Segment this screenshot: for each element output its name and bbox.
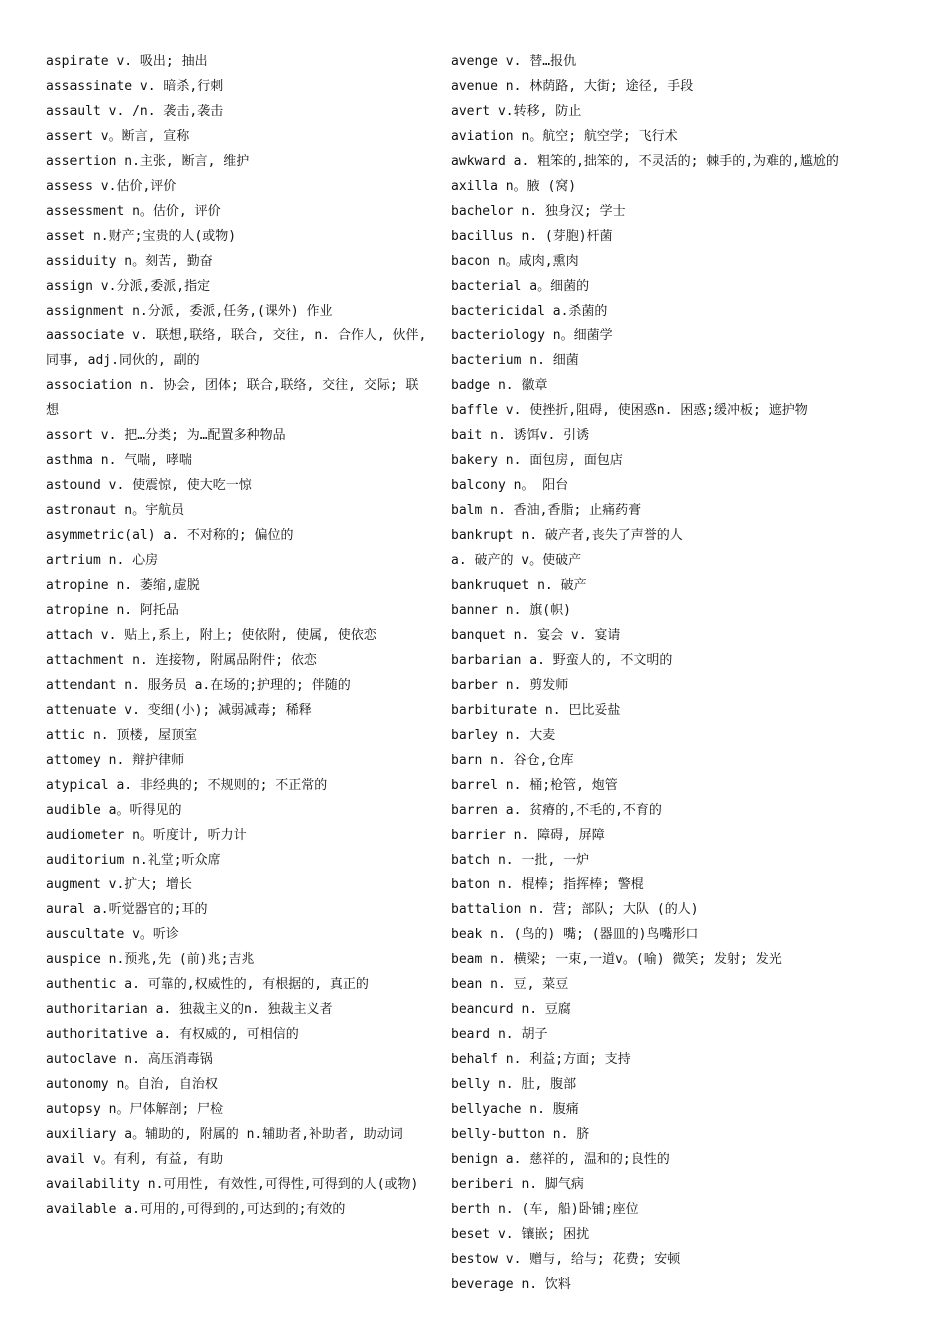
vocab-entry: bellyache n. 腹痛 bbox=[451, 1102, 579, 1118]
vocab-entry: benign a. 慈祥的, 温和的;良性的 bbox=[451, 1151, 670, 1167]
vocab-entry: astronaut n。宇航员 bbox=[46, 503, 185, 519]
vocab-entry: auxiliary a。辅助的, 附属的 n.辅助者,补助者, 助动词 bbox=[46, 1126, 403, 1142]
vocab-entry: attachment n. 连接物, 附属品附件; 依恋 bbox=[46, 652, 317, 668]
vocab-entry: association n. 协会, 团体; 联合,联络, 交往, 交际; 联想 bbox=[46, 378, 419, 419]
vocab-entry: badge n. 徽章 bbox=[451, 378, 548, 394]
vocab-entry: axilla n。腋 (窝) bbox=[451, 178, 577, 194]
vocab-entry: bacteriology n。细菌学 bbox=[451, 328, 613, 344]
vocab-entry: a. 破产的 v。使破产 bbox=[451, 553, 582, 569]
vocab-entry: assert v。断言, 宣称 bbox=[46, 128, 190, 144]
vocab-entry: belly-button n. 脐 bbox=[451, 1126, 590, 1142]
vocab-entry: bacillus n. (芽胞)杆菌 bbox=[451, 228, 613, 244]
vocab-entry: assiduity n。刻苦, 勤奋 bbox=[46, 253, 213, 269]
vocab-entry: balm n. 香油,香脂; 止痛药膏 bbox=[451, 503, 642, 519]
vocab-entry: astound v. 使震惊, 使大吃一惊 bbox=[46, 478, 252, 494]
vocab-entry: audiometer n。听度计, 听力计 bbox=[46, 827, 247, 843]
vocab-entry: availability n.可用性, 有效性,可得性,可得到的人(或物) bbox=[46, 1176, 419, 1192]
right-column bbox=[451, 50, 921, 1298]
vocab-entry: aassociate v. 联想,联络, 联合, 交往, n. 合作人, 伙伴, 同事, adj.同伙的, 副的 bbox=[46, 328, 427, 369]
vocab-entry: bacterium n. 细菌 bbox=[451, 353, 579, 369]
vocab-entry: bait n. 诱饵v. 引诱 bbox=[451, 428, 590, 444]
vocab-entry: asymmetric(al) a. 不对称的; 偏位的 bbox=[46, 528, 294, 544]
vocab-entry: avenge v. 替…报仇 bbox=[451, 54, 577, 69]
vocab-entry: banquet n. 宴会 v. 宴请 bbox=[451, 627, 621, 643]
vocab-entry: attomey n. 辩护律师 bbox=[46, 752, 185, 768]
vocab-entry: bacon n。咸肉,熏肉 bbox=[451, 253, 579, 269]
vocab-entry: available a.可用的,可得到的,可达到的;有效的 bbox=[46, 1201, 346, 1217]
vocab-entry: atypical a. 非经典的; 不规则的; 不正常的 bbox=[46, 777, 328, 793]
vocab-entry: auscultate v。听诊 bbox=[46, 927, 179, 943]
vocab-entry: aspirate v. 吸出; 抽出 bbox=[46, 54, 208, 69]
vocab-entry: beancurd n. 豆腐 bbox=[451, 1002, 571, 1018]
vocab-entry: baton n. 棍棒; 指挥棒; 警棍 bbox=[451, 877, 644, 893]
vocab-entry: autoclave n. 高压消毒锅 bbox=[46, 1052, 213, 1068]
vocab-entry: assignment n.分派, 委派,任务,(课外) 作业 bbox=[46, 303, 333, 319]
vocab-entry: batch n. 一批, 一炉 bbox=[451, 852, 590, 868]
vocab-entry: bestow v. 赠与, 给与; 花费; 安顿 bbox=[451, 1251, 681, 1267]
vocab-entry: beriberi n. 脚气病 bbox=[451, 1176, 584, 1192]
vocab-entry: barley n. 大麦 bbox=[451, 727, 556, 743]
vocab-entry: bean n. 豆, 菜豆 bbox=[451, 977, 569, 993]
vocab-entry: beverage n. 饮料 bbox=[451, 1276, 571, 1292]
vocab-entry: bacterial a。细菌的 bbox=[451, 278, 590, 294]
vocab-entry: baffle v. 使挫折,阻碍, 使困惑n. 困惑;缓冲板; 遮护物 bbox=[451, 403, 808, 419]
vocab-entry: bakery n. 面包房, 面包店 bbox=[451, 453, 623, 469]
vocab-entry: assort v. 把…分类; 为…配置多种物品 bbox=[46, 428, 286, 444]
vocab-entry: authentic a. 可靠的,权威性的, 有根据的, 真正的 bbox=[46, 977, 369, 993]
vocab-entry: awkward a. 粗笨的,拙笨的, 不灵活的; 棘手的,为难的,尴尬的 bbox=[451, 153, 839, 169]
vocab-entry: barn n. 谷仓,仓库 bbox=[451, 752, 574, 768]
vocab-entry: attach v. 贴上,系上, 附上; 使依附, 使属, 使依恋 bbox=[46, 627, 377, 643]
vocab-entry: aural a.听觉器官的;耳的 bbox=[46, 902, 208, 918]
vocab-entry: asset n.财产;宝贵的人(或物) bbox=[46, 228, 237, 244]
vocab-entry: avail v。有利, 有益, 有助 bbox=[46, 1151, 224, 1167]
vocab-entry: assessment n。估价, 评价 bbox=[46, 203, 221, 219]
vocab-entry: assassinate v. 暗杀,行刺 bbox=[46, 78, 224, 94]
vocab-entry: barber n. 剪发师 bbox=[451, 677, 569, 693]
vocab-entry: assign v.分派,委派,指定 bbox=[46, 278, 211, 294]
vocab-entry: battalion n. 营; 部队; 大队 (的人) bbox=[451, 902, 699, 918]
vocab-entry: bactericidal a.杀菌的 bbox=[451, 303, 608, 319]
vocab-entry: bankruquet n. 破产 bbox=[451, 578, 587, 594]
vocab-entry: autonomy n。自治, 自治权 bbox=[46, 1077, 218, 1093]
vocab-entry: bankrupt n. 破产者,丧失了声誉的人 bbox=[451, 528, 683, 544]
vocab-entry: barrier n. 障碍, 屏障 bbox=[451, 827, 605, 843]
vocab-entry: assertion n.主张, 断言, 维护 bbox=[46, 153, 250, 169]
vocab-entry: assault v. /n. 袭击,袭击 bbox=[46, 103, 224, 119]
vocab-entry: barbiturate n. 巴比妥盐 bbox=[451, 702, 621, 718]
vocab-entry: belly n. 肚, 腹部 bbox=[451, 1077, 577, 1093]
vocab-entry: barbarian a. 野蛮人的, 不文明的 bbox=[451, 652, 673, 668]
vocab-entry: asthma n. 气喘, 哮喘 bbox=[46, 453, 192, 469]
vocab-entry: banner n. 旗(帜) bbox=[451, 602, 571, 618]
vocab-entry: beak n. (鸟的) 嘴; (器皿的)鸟嘴形口 bbox=[451, 927, 699, 943]
vocab-entry: autopsy n。尸体解剖; 尸检 bbox=[46, 1102, 224, 1118]
vocab-entry: authoritarian a. 独裁主义的n. 独裁主义者 bbox=[46, 1002, 333, 1018]
vocab-entry: behalf n. 利益;方面; 支持 bbox=[451, 1052, 631, 1068]
vocab-entry: attendant n. 服务员 a.在场的;护理的; 伴随的 bbox=[46, 677, 351, 693]
vocab-entry: atropine n. 阿托品 bbox=[46, 602, 179, 618]
vocab-entry: barren a. 贫瘠的,不毛的,不育的 bbox=[451, 802, 662, 818]
vocab-entry: beset v. 镶嵌; 困扰 bbox=[451, 1226, 590, 1242]
vocab-entry: barrel n. 桶;枪管, 炮管 bbox=[451, 777, 618, 793]
vocab-entry: attenuate v. 变细(小); 减弱减毒; 稀释 bbox=[46, 702, 312, 718]
vocab-entry: atropine n. 萎缩,虚脱 bbox=[46, 578, 200, 594]
vocab-entry: authoritative a. 有权威的, 可相信的 bbox=[46, 1027, 299, 1043]
vocab-entry: audible a。听得见的 bbox=[46, 802, 182, 818]
vocab-entry: beam n. 横梁; 一束,一道v。(喻) 微笑; 发射; 发光 bbox=[451, 952, 782, 968]
vocab-entry: augment v.扩大; 增长 bbox=[46, 877, 192, 893]
left-column bbox=[46, 50, 431, 1223]
vocab-entry: auspice n.预兆,先 (前)兆;吉兆 bbox=[46, 952, 255, 968]
vocab-entry: attic n. 顶楼, 屋顶室 bbox=[46, 727, 198, 743]
vocab-entry: auditorium n.礼堂;听众席 bbox=[46, 852, 221, 868]
vocab-entry: assess v.估价,评价 bbox=[46, 178, 177, 194]
vocab-entry: avert v.转移, 防止 bbox=[451, 103, 582, 119]
vocab-entry: beard n. 胡子 bbox=[451, 1027, 548, 1043]
vocab-entry: bachelor n. 独身汉; 学士 bbox=[451, 203, 626, 219]
vocab-entry: avenue n. 林荫路, 大街; 途径, 手段 bbox=[451, 78, 694, 94]
vocab-entry: aviation n。航空; 航空学; 飞行术 bbox=[451, 128, 678, 144]
vocab-entry: balcony n。 阳台 bbox=[451, 478, 569, 494]
vocab-entry: artrium n. 心房 bbox=[46, 553, 159, 569]
vocab-entry: berth n. (车, 船)卧铺;座位 bbox=[451, 1201, 639, 1217]
